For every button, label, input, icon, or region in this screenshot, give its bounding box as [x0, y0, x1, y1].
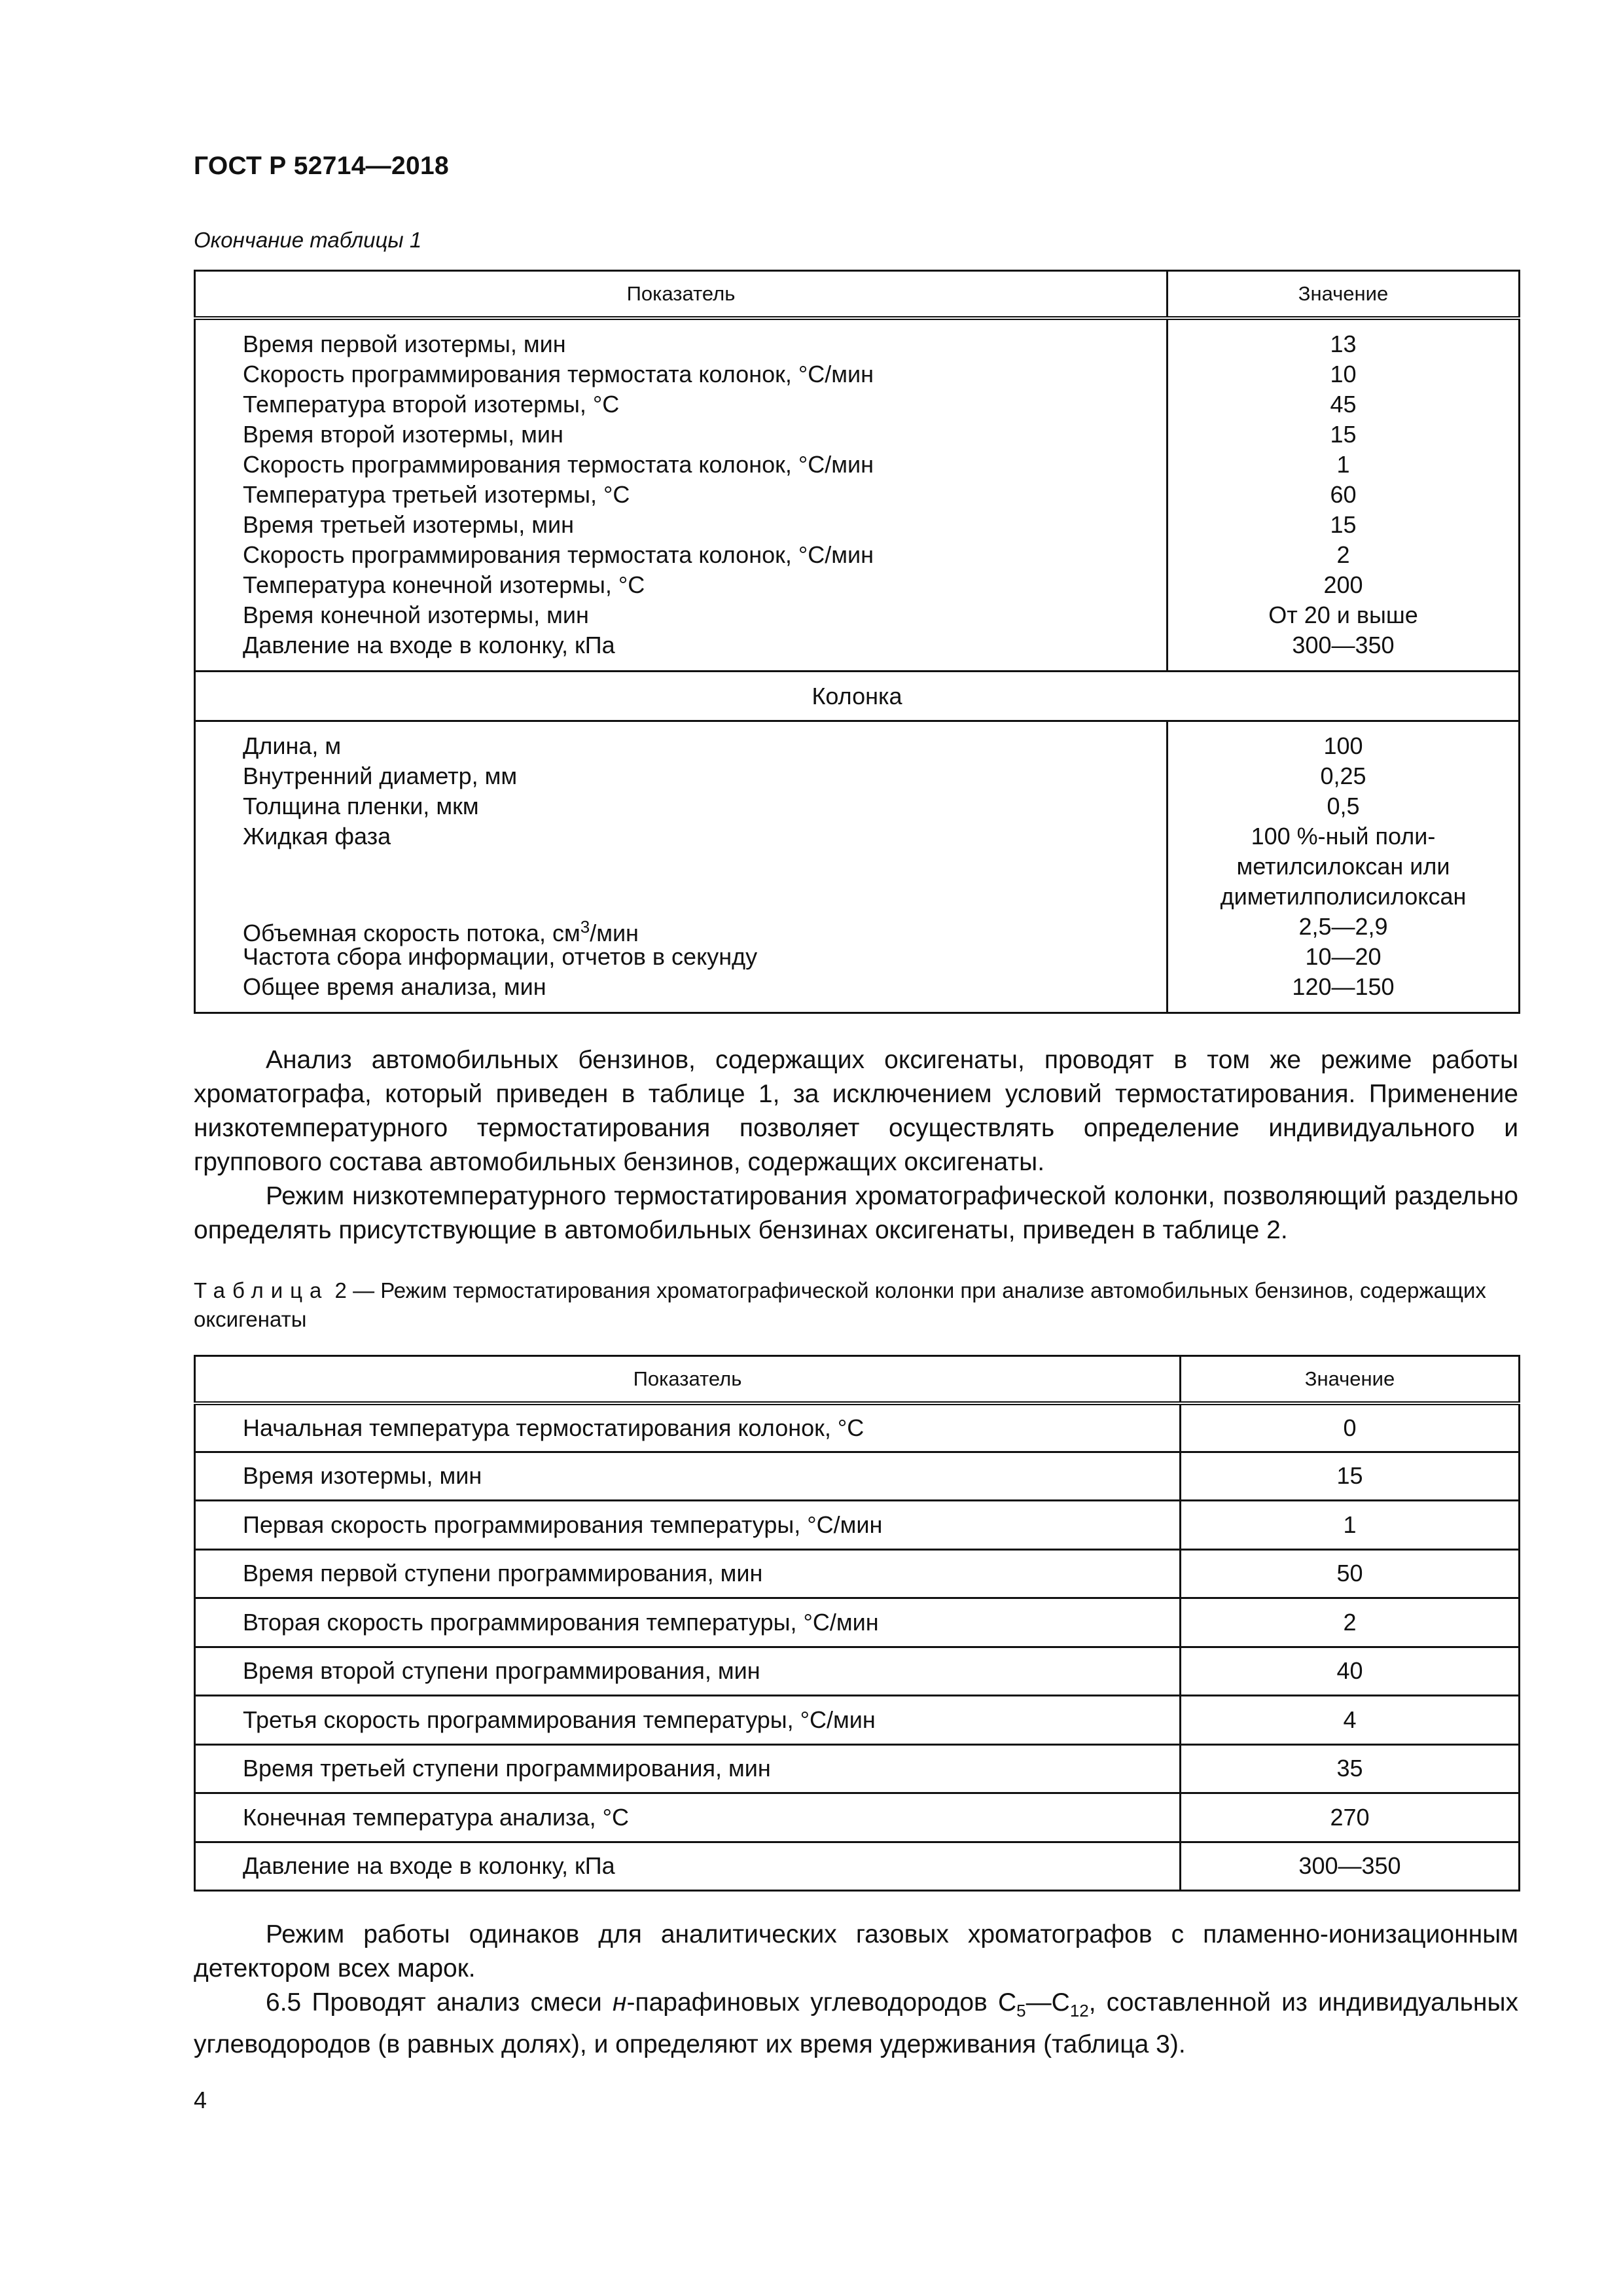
table2-param: Время изотермы, мин [195, 1452, 1181, 1501]
table1-value: 100 %-ный поли- [1251, 823, 1436, 850]
table1-group2-values [1168, 721, 1520, 1013]
table2-caption-label: Таблица [194, 1278, 329, 1302]
table2-param: Первая скорость программирования температуры, °С/мин [195, 1501, 1181, 1550]
table1-param: Внутренний диаметр, мм [243, 762, 518, 789]
table1-param: Время третьей изотермы, мин [243, 511, 574, 538]
table1-header-value: Значение [1168, 271, 1520, 318]
table2-param: Время второй ступени программирования, мин [195, 1647, 1181, 1696]
p4-sub-2: 12 [1069, 2000, 1089, 2020]
table1-param: Температура конечной изотермы, °С [243, 571, 645, 598]
table-row [195, 1403, 1520, 1452]
p4-sub-1: 5 [1016, 2000, 1026, 2020]
table-row [195, 1744, 1520, 1793]
table1-caption: Окончание таблицы 1 [194, 228, 422, 252]
table-row [195, 1696, 1520, 1745]
table-row [195, 1793, 1520, 1842]
paragraph-3: Режим работы одинаков для аналитических газовых хроматографов с пламенно-ионизационным детектором всех марок. [194, 1920, 1518, 1982]
table1-value: 60 [1330, 480, 1357, 508]
table2-param: Третья скорость программирования температуры, °С/мин [195, 1696, 1181, 1745]
table1-param [243, 912, 1166, 946]
table1-param: Скорость программирования термостата колонок, °С/мин [243, 450, 874, 478]
table2-param: Конечная температура анализа, °С [195, 1793, 1181, 1842]
table1-group2-params [195, 721, 1168, 1013]
table1-param: Давление на входе в колонку, кПа [243, 631, 615, 658]
flow-unit-sup: 3 [580, 917, 590, 937]
table2-value: 50 [1181, 1549, 1520, 1598]
table1-value: 300—350 [1292, 631, 1395, 658]
table2-param: Время первой ступени программирования, мин [195, 1549, 1181, 1598]
table1-value: 0,25 [1320, 762, 1366, 789]
table1-param: Частота сбора информации, отчетов в секунду [243, 943, 758, 970]
table2-value: 270 [1181, 1793, 1520, 1842]
table2-param: Давление на входе в колонку, кПа [195, 1842, 1181, 1891]
table-row [195, 1452, 1520, 1501]
table1-value: 10—20 [1305, 943, 1382, 970]
table1-param: Общее время анализа, мин [243, 973, 546, 1000]
p4-part-d: , составленной из индивидуальных углеводородов (в равных долях), и определяют их время удерживания (таблица 3). [194, 1988, 1518, 2058]
table2-param: Время третьей ступени программирования, мин [195, 1744, 1181, 1793]
table1-param: Толщина пленки, мкм [243, 793, 479, 819]
table1-param: Жидкая фаза [243, 823, 391, 850]
table1-value: 45 [1330, 390, 1357, 418]
table2-value: 1 [1181, 1501, 1520, 1550]
table1-group1-params [195, 318, 1168, 672]
table1-value: 13 [1330, 330, 1357, 357]
table1-param: Скорость программирования термостата колонок, °С/мин [243, 541, 874, 568]
table1-value: 2 [1336, 541, 1350, 568]
p4-part-a: 6.5 Проводят анализ смеси [266, 1988, 613, 2017]
table2-param: Начальная температура термостатирования колонок, °С [195, 1403, 1181, 1452]
table1-value: 0,5 [1327, 793, 1360, 819]
table1-value: 200 [1323, 571, 1363, 598]
table2-caption-text: 2 — Режим термостатирования хроматографической колонки при анализе автомобильных бензинов, содержащих оксигенаты [194, 1278, 1486, 1331]
table2-param: Вторая скорость программирования температуры, °С/мин [195, 1598, 1181, 1647]
table1-param: Время первой изотермы, мин [243, 330, 566, 357]
table-row [195, 1598, 1520, 1647]
page-number: 4 [194, 2087, 207, 2113]
table1-section-column: Колонка [195, 672, 1520, 721]
table2-value: 0 [1181, 1403, 1520, 1452]
table-row [195, 1549, 1520, 1598]
table1-param: Время второй изотермы, мин [243, 420, 563, 448]
table1-param: Температура третьей изотермы, °С [243, 480, 630, 508]
p4-italic: н [613, 1988, 627, 2017]
table2-value: 35 [1181, 1744, 1520, 1793]
table1-header-param: Показатель [195, 271, 1168, 318]
paragraph-4 [194, 1986, 1518, 2062]
table1-value: метилсилоксан или [1236, 853, 1450, 880]
flow-unit-tail: /мин [590, 920, 639, 946]
table1-value: диметилполисилоксан [1220, 883, 1467, 910]
table1-param [243, 852, 1166, 882]
table-row [195, 1647, 1520, 1696]
table2-value: 4 [1181, 1696, 1520, 1745]
paragraph-1: Анализ автомобильных бензинов, содержащих оксигенаты, проводят в том же режиме работы хроматографа, который приведен в таблице 1, за исключением условий термостатирования. Применение низкотемпературного термостатирования позволяет осуществлять определение индивидуального и группового состава автомобильных бензинов, содержащих оксигенаты. [194, 1046, 1518, 1176]
table-row [195, 1842, 1520, 1891]
table2-value: 15 [1181, 1452, 1520, 1501]
table-1 [194, 270, 1520, 1014]
table1-value: От 20 и выше [1268, 601, 1418, 628]
table1-value: 1 [1336, 450, 1350, 478]
p4-part-c: —С [1026, 1988, 1070, 2017]
table2-header-param: Показатель [195, 1356, 1181, 1403]
table1-value: 2,5—2,9 [1298, 913, 1388, 940]
table-row [195, 1501, 1520, 1550]
table1-param: Температура второй изотермы, °С [243, 390, 620, 418]
table1-value: 15 [1330, 511, 1357, 538]
table2-header-value: Значение [1181, 1356, 1520, 1403]
table2-value: 300—350 [1181, 1842, 1520, 1891]
table1-value: 15 [1330, 420, 1357, 448]
p4-part-b: -парафиновых углеводородов С [626, 1988, 1017, 2017]
flow-label: Объемная скорость потока, см [243, 920, 580, 946]
table1-group1-values [1168, 318, 1520, 672]
table1-value: 10 [1330, 360, 1357, 387]
table1-param [243, 882, 1166, 912]
table2-caption [194, 1276, 1518, 1334]
table1-param: Время конечной изотермы, мин [243, 601, 589, 628]
table1-value: 120—150 [1292, 973, 1395, 1000]
paragraph-2: Режим низкотемпературного термостатирования хроматографической колонки, позволяющий раздельно определять присутствующие в автомобильных бензинах оксигенаты, приведен в таблице 2. [194, 1182, 1518, 1244]
table-2 [194, 1355, 1520, 1892]
table2-value: 40 [1181, 1647, 1520, 1696]
table1-value: 100 [1323, 732, 1363, 759]
table1-param: Скорость программирования термостата колонок, °С/мин [243, 360, 874, 387]
table1-param: Длина, м [243, 732, 342, 759]
table2-value: 2 [1181, 1598, 1520, 1647]
document-code: ГОСТ Р 52714—2018 [194, 152, 449, 180]
